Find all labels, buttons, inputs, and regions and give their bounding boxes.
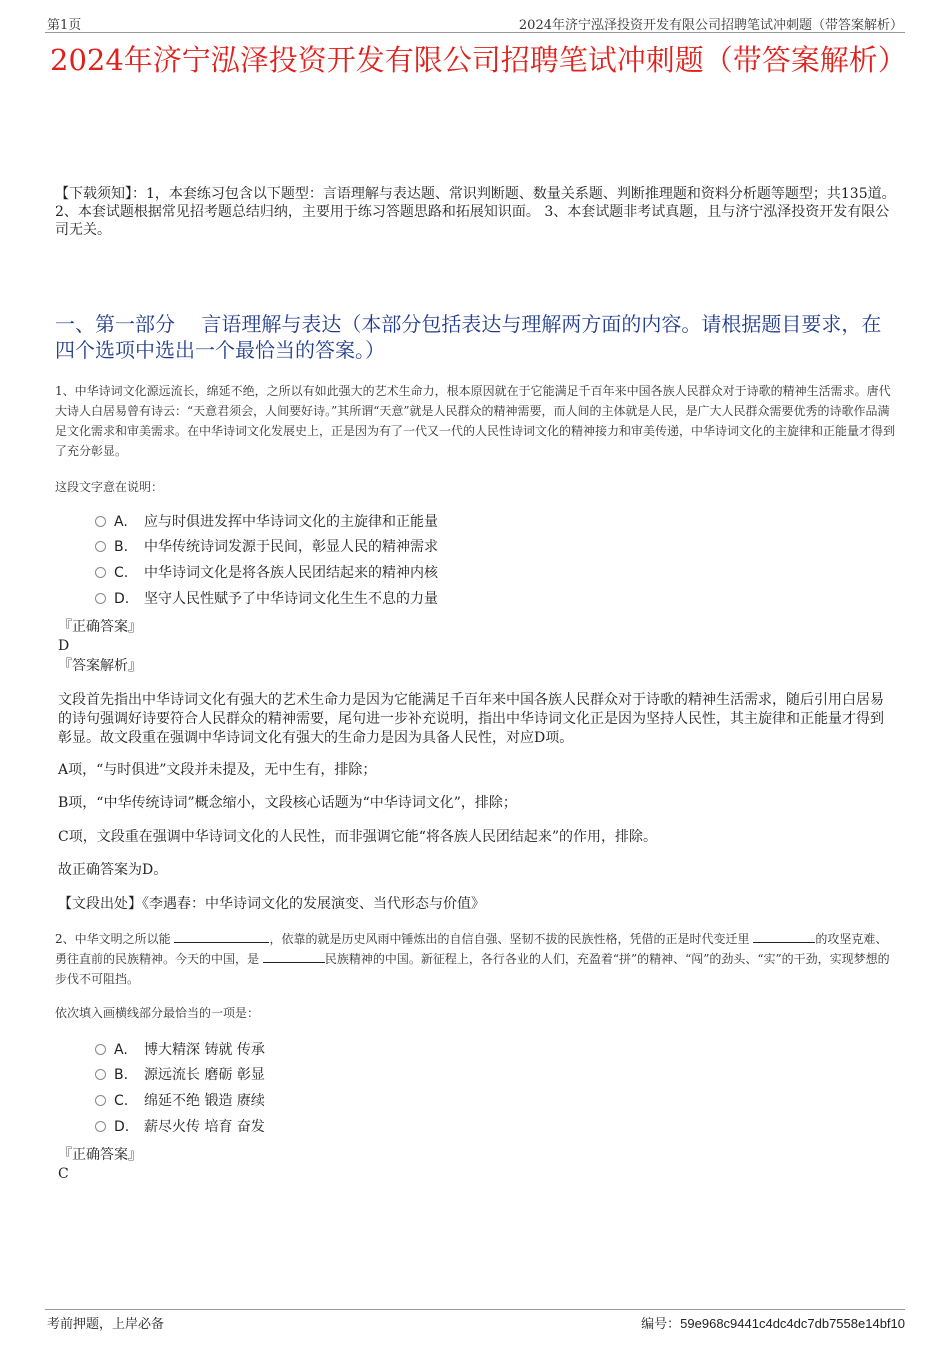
- question-1-stem: 1、中华诗词文化源远流长，绵延不绝，之所以有如此强大的艺术生命力，根本原因就在于它能满足千百年来中国各族人民群众对于诗歌的精神生活需求。唐代大诗人白居易曾有诗云：“天意君须会，人间要好诗。”其所谓“天意”就是人民群众的精神需要，而人间的主体就是人民，是广大人民群众需要优秀的诗歌作品满足文化需求和审美需求。在中华诗词文化发展史上，正是因为有了一代又一代的人民性诗词文化的精神接力和审美传递，中华诗词文化的主旋律和正能量才得到了充分彰显。: [55, 384, 896, 458]
- option-text: 应与时俱进发挥中华诗词文化的主旋律和正能量: [144, 514, 438, 530]
- option-text: 源远流长 磨砺 彰显: [144, 1067, 265, 1083]
- answer-label: 『正确答案』: [58, 619, 142, 635]
- option-letter: B.: [114, 539, 129, 555]
- option-a[interactable]: [95, 1037, 265, 1063]
- question-2-prompt: 依次填入画横线部分最恰当的一项是：: [55, 1006, 260, 1020]
- header-doc-title: 2024年济宁泓泽投资开发有限公司招聘笔试冲刺题（带答案解析）: [518, 18, 903, 33]
- blank-1: [174, 932, 269, 943]
- radio-icon[interactable]: [95, 1044, 106, 1055]
- radio-icon[interactable]: [95, 1069, 106, 1080]
- analysis-label: 『答案解析』: [58, 658, 142, 674]
- answer-value: C: [58, 1166, 69, 1182]
- analysis-conclusion: 故正确答案为D。: [58, 862, 168, 878]
- option-d[interactable]: [95, 586, 438, 612]
- option-letter: B.: [114, 1067, 129, 1083]
- stem-text: 民族精神的中国。新征程上，各行各业的人们，充盈着“拼”的精神、“闯”的劲头、“实”的干劲，实现梦想的步伐不可阻挡。: [55, 952, 890, 986]
- option-b[interactable]: [95, 534, 438, 560]
- download-notice: 【下载须知】：1，本套练习包含以下题型：言语理解与表达题、常识判断题、数量关系题、判断推理题和资料分析题等题型；共135道。 2、本套试题根据常见招考题总结归纳，主要用于练习答题思路和拓展知识面。 3、本套试题非考试真题，且与济宁泓泽投资开发有限公司无关。: [55, 186, 896, 238]
- stem-text: ，依靠的就是历史风雨中锤炼出的自信自强、坚韧不拔的民族性格，凭借的正是时代变迁里: [269, 932, 750, 946]
- analysis-option-c: C项，文段重在强调中华诗词文化的人民性，而非强调它能“将各族人民团结起来”的作用，排除。: [58, 829, 658, 845]
- option-b[interactable]: [95, 1062, 265, 1088]
- stem-text: 的攻坚克难、勇往直前的民族精神。今天的中国，是: [55, 932, 888, 966]
- answer-value: D: [58, 638, 70, 654]
- option-letter: A.: [114, 1042, 128, 1058]
- option-text: 绵延不绝 锻造 赓续: [144, 1093, 265, 1109]
- header-divider: [45, 32, 905, 33]
- question-2-stem: [55, 929, 895, 989]
- analysis-paragraph: 文段首先指出中华诗词文化有强大的艺术生命力是因为它能满足千百年来中国各族人民群众对于诗歌的精神生活需求，随后引用白居易的诗句强调好诗要符合人民群众的精神需要，尾句进一步补充说明，指出中华诗词文化正是因为坚持人民性，其主旋律和正能量才得到彰显。故文段重在强调中华诗词文化有强大的生命力是因为具备人民性，对应D项。: [58, 692, 884, 746]
- radio-icon[interactable]: [95, 567, 106, 578]
- document-title: 2024年济宁泓泽投资开发有限公司招聘笔试冲刺题（带答案解析）: [50, 43, 907, 77]
- analysis-option-b: B项，“中华传统诗词”概念缩小，文段核心话题为“中华诗词文化”，排除；: [58, 795, 517, 811]
- footer-slogan: 考前押题，上岸必备: [47, 1317, 165, 1332]
- option-c[interactable]: [95, 560, 438, 586]
- option-text: 薪尽火传 培育 奋发: [144, 1119, 265, 1135]
- stem-text: 2、中华文明之所以能: [55, 932, 171, 946]
- footer-id: [641, 1313, 905, 1332]
- option-letter: A.: [114, 514, 128, 530]
- analysis-option-a: A项，“与时俱进”文段并未提及，无中生有，排除；: [58, 762, 377, 778]
- option-text: 中华诗词文化是将各族人民团结起来的精神内核: [144, 565, 438, 581]
- option-c[interactable]: [95, 1088, 265, 1114]
- option-d[interactable]: [95, 1114, 265, 1140]
- question-1-prompt: 这段文字意在说明：: [55, 480, 164, 494]
- radio-icon[interactable]: [95, 541, 106, 552]
- blank-3: [263, 952, 325, 963]
- radio-icon[interactable]: [95, 1095, 106, 1106]
- radio-icon[interactable]: [95, 1121, 106, 1132]
- footer-divider: [45, 1309, 905, 1310]
- section-heading: 一、第一部分 言语理解与表达（本部分包括表达与理解两方面的内容。请根据题目要求，在四个选项中选出一个最恰当的答案。）: [55, 312, 882, 362]
- option-letter: C.: [114, 565, 129, 581]
- answer-label: 『正确答案』: [58, 1147, 142, 1163]
- option-a[interactable]: [95, 509, 438, 535]
- option-text: 坚守人民性赋予了中华诗词文化生生不息的力量: [144, 591, 438, 607]
- option-letter: D.: [114, 591, 130, 607]
- source-citation: 【文段出处】《李遇春：中华诗词文化的发展演变、当代形态与价值》: [58, 896, 485, 912]
- page-number: 第1页: [47, 18, 82, 33]
- id-label: 编号：: [641, 1317, 681, 1332]
- radio-icon[interactable]: [95, 593, 106, 604]
- option-text: 博大精深 铸就 传承: [144, 1042, 265, 1058]
- option-letter: C.: [114, 1093, 129, 1109]
- option-letter: D.: [114, 1119, 130, 1135]
- radio-icon[interactable]: [95, 516, 106, 527]
- id-value: 59e968c9441c4dc4dc7db7558e14bf10: [680, 1316, 905, 1331]
- blank-2: [753, 932, 815, 943]
- option-text: 中华传统诗词发源于民间，彰显人民的精神需求: [144, 539, 438, 555]
